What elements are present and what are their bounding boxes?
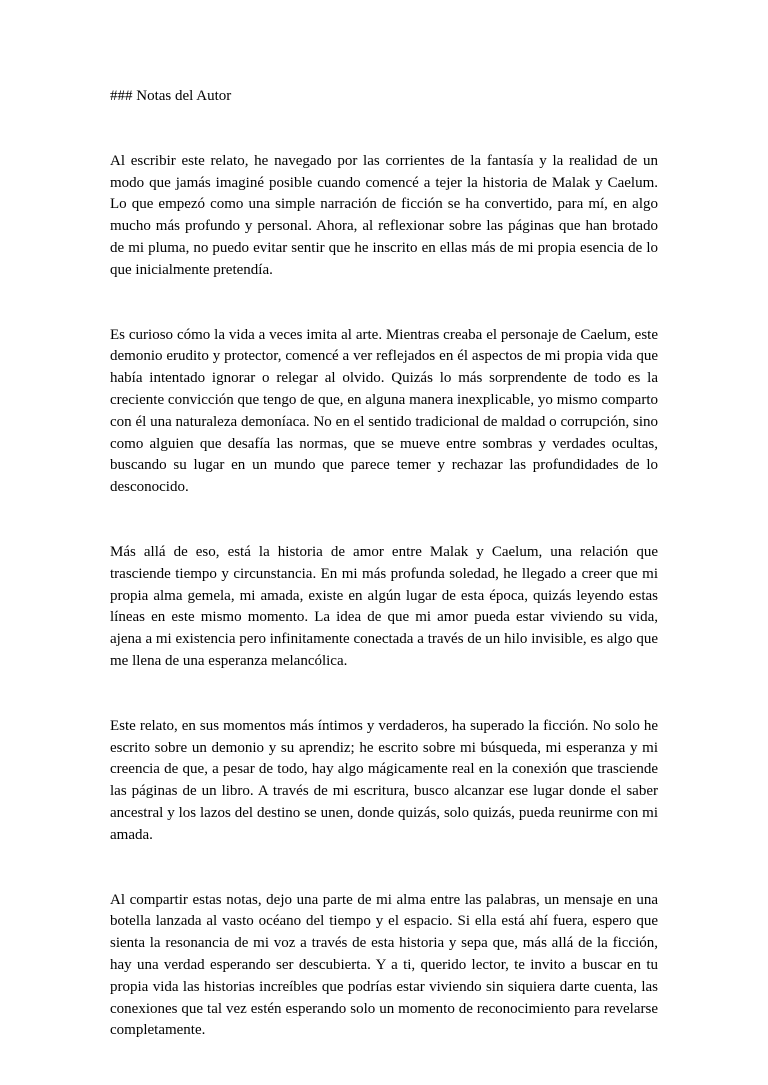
paragraph-5: Al compartir estas notas, dejo una parte de mi alma entre las palabras, un mensaje en una botella lanzada al vasto océano del tiempo y el espacio. Si ella está ahí fuera, espero que sienta la resonancia de mi voz a través de esta historia y sepa que, más allá de la ficción, hay una verdad esperando ser descubierta. Y a ti, querido lector, te invito a buscar en tu propia vida las historias increíbles que podrías estar viviendo sin siquiera darte cuenta, las conexiones que tal vez estén esperando solo un momento de reconocimiento para revelarse completamente. [110,891,658,1039]
paragraph-3: Más allá de eso, está la historia de amor entre Malak y Caelum, una relación que trasciende tiempo y circunstancia. En mi más profunda soledad, he llegado a creer que mi propia alma gemela, mi amada, existe en algún lugar de esta época, quizás leyendo estas líneas en este mismo momento. La idea de que mi amor pueda estar viviendo su vida, ajena a mi existencia pero infinitamente conectada a través de un hilo invisible, es algo que me llena de una esperanza melancólica. [110,543,658,669]
paragraph-4: Este relato, en sus momentos más íntimos y verdaderos, ha superado la ficción. No solo he escrito sobre un demonio y su aprendiz; he escrito sobre mi búsqueda, mi esperanza y mi creencia de que, a pesar de todo, hay algo mágicamente real en la conexión que trasciende las páginas de un libro. A través de mi escritura, busco alcanzar ese lugar donde el saber ancestral y los lazos del destino se unen, donde quizás, solo quizás, pueda reunirme con mi amada. [110,717,658,843]
document-page [110,86,658,1085]
document-heading: ### Notas del Autor [110,88,232,104]
paragraph-2: Es curioso cómo la vida a veces imita al arte. Mientras creaba el personaje de Caelum, este demonio erudito y protector, comencé a ver reflejados en él aspectos de mi propia vida que había intentado ignorar o relegar al olvido. Quizás lo más sorprendente de todo es la creciente convicción que tengo de que, en alguna manera inexplicable, yo mismo comparto con él una naturaleza demoníaca. No en el sentido tradicional de maldad o corrupción, sino como alguien que desafía las normas, que se mueve entre sombras y verdades ocultas, buscando su lugar en un mundo que parece temer y rechazar las profundidades de lo desconocido. [110,326,658,496]
paragraph-1: Al escribir este relato, he navegado por las corrientes de la fantasía y la realidad de un modo que jamás imaginé posible cuando comencé a tejer la historia de Malak y Caelum. Lo que empezó como una simple narración de ficción se ha convertido, para mí, en algo mucho más profundo y personal. Ahora, al reflexionar sobre las páginas que han brotado de mi pluma, no puedo evitar sentir que he inscrito en ellas más de mi propia esencia de lo que inicialmente pretendía. [110,152,658,278]
